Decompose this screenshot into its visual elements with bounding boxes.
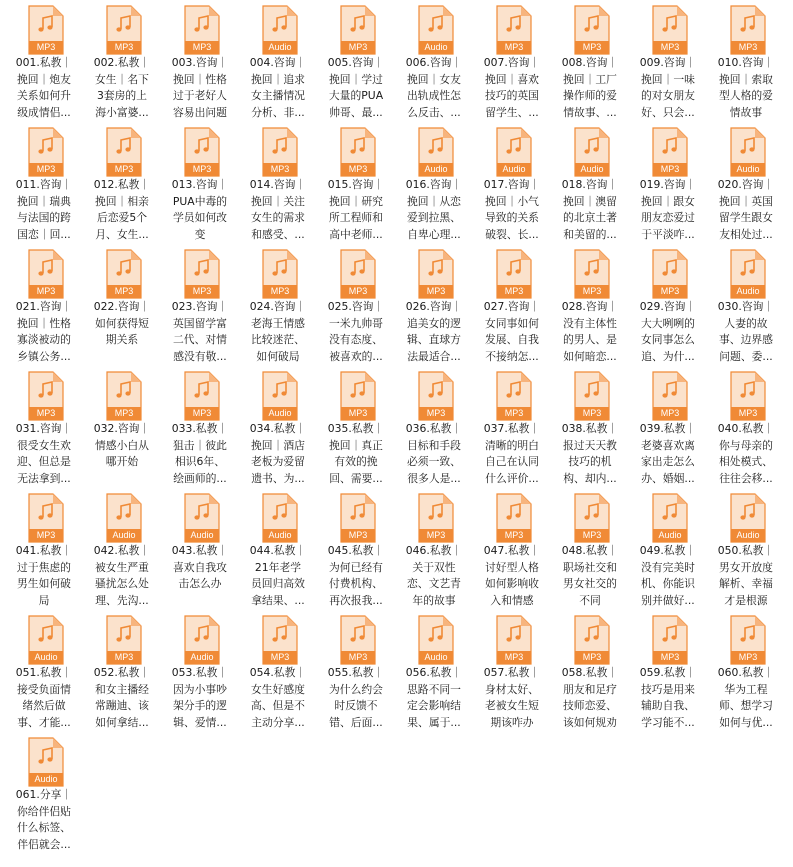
file-type-badge: Audio: [34, 652, 58, 662]
mp3-file-icon: [418, 493, 454, 543]
file-type-badge: Audio: [736, 286, 760, 296]
file-type-badge: MP3: [348, 652, 368, 662]
file-type-badge: MP3: [582, 530, 602, 540]
audio-file-icon: [28, 737, 64, 787]
file-type-badge: MP3: [36, 530, 56, 540]
file-name-label: 045.私教｜ 为何已经有 付费机构、 再次报我...: [327, 544, 385, 607]
file-type-badge: Audio: [580, 164, 604, 174]
file-item[interactable]: [708, 244, 782, 362]
file-item[interactable]: [84, 366, 158, 484]
audio-file-icon: [262, 5, 298, 55]
mp3-file-icon: [574, 371, 610, 421]
file-name-label: 031.咨询｜ 很受女生欢 迎、但总是 无法拿到...: [15, 422, 73, 485]
file-type-badge: Audio: [268, 42, 292, 52]
audio-file-icon: [262, 371, 298, 421]
file-type-badge: Audio: [268, 408, 292, 418]
mp3-file-icon: [574, 249, 610, 299]
file-item[interactable]: [162, 488, 236, 606]
file-item[interactable]: [474, 0, 548, 118]
file-type-badge: MP3: [504, 652, 524, 662]
file-name-label: 039.私教｜ 老婆喜欢离 家出走怎么 办、婚姻...: [639, 422, 697, 485]
file-name-label: 050.私教｜ 男女开放度 解析、幸福 才是根源: [717, 544, 775, 607]
file-item[interactable]: [240, 0, 314, 118]
file-item[interactable]: [552, 610, 626, 728]
file-type-badge: MP3: [660, 408, 680, 418]
file-name-label: 033.私教｜ 狙击｜彼此 相识6年、 绘画师的...: [171, 422, 229, 485]
file-item[interactable]: [162, 122, 236, 240]
file-type-badge: Audio: [190, 652, 214, 662]
file-item[interactable]: [318, 488, 392, 606]
file-name-label: 048.私教｜ 职场社交和 男女社交的 不同: [561, 544, 619, 607]
file-type-badge: MP3: [426, 286, 446, 296]
file-type-badge: Audio: [658, 530, 682, 540]
file-item[interactable]: [318, 0, 392, 118]
file-type-badge: MP3: [348, 408, 368, 418]
file-item[interactable]: [162, 0, 236, 118]
mp3-file-icon: [652, 5, 688, 55]
file-name-label: 052.私教｜ 和女主播经 常蹦迪、该 如何拿结...: [93, 666, 151, 729]
file-name-label: 041.私教｜ 过于焦虑的 男生如何破 局: [15, 544, 73, 607]
mp3-file-icon: [106, 615, 142, 665]
file-item[interactable]: [630, 488, 704, 606]
mp3-file-icon: [184, 127, 220, 177]
file-type-badge: MP3: [192, 286, 212, 296]
file-name-label: 043.私教｜ 喜欢自我攻 击怎么办: [171, 544, 229, 590]
file-type-badge: MP3: [738, 652, 758, 662]
file-item[interactable]: [630, 122, 704, 240]
file-name-label: 028.咨询｜ 没有主体性 的男人、是 如何暗恋...: [561, 300, 619, 363]
mp3-file-icon: [652, 371, 688, 421]
audio-file-icon: [418, 5, 454, 55]
audio-file-icon: [652, 493, 688, 543]
mp3-file-icon: [418, 371, 454, 421]
file-item[interactable]: [708, 610, 782, 728]
file-name-label: 029.咨询｜ 大大咧咧的 女同事怎么 追、为什...: [639, 300, 697, 363]
file-name-label: 059.私教｜ 技巧是用来 辅助自我、 学习能不...: [639, 666, 697, 729]
mp3-file-icon: [262, 127, 298, 177]
audio-file-icon: [184, 615, 220, 665]
file-item[interactable]: [6, 0, 80, 118]
file-type-badge: Audio: [736, 530, 760, 540]
file-type-badge: MP3: [192, 164, 212, 174]
audio-file-icon: [574, 127, 610, 177]
file-name-label: 013.咨询｜ PUA中毒的 学员如何改 变: [171, 178, 229, 241]
file-name-label: 044.私教｜ 21年老学 员回归高效 拿结果、...: [249, 544, 307, 607]
file-name-label: 016.咨询｜ 挽回｜从恋 爱到拉黑、 自卑心理...: [405, 178, 463, 241]
file-item[interactable]: [396, 488, 470, 606]
mp3-file-icon: [184, 5, 220, 55]
file-type-badge: MP3: [504, 408, 524, 418]
file-item[interactable]: [318, 610, 392, 728]
mp3-file-icon: [28, 5, 64, 55]
mp3-file-icon: [184, 249, 220, 299]
mp3-file-icon: [496, 249, 532, 299]
file-name-label: 032.咨询｜ 情感小白从 哪开始: [93, 422, 151, 468]
file-item[interactable]: [396, 366, 470, 484]
file-name-label: 040.私教｜ 你与母亲的 相处模式、 往往会移...: [717, 422, 775, 485]
file-item[interactable]: [552, 0, 626, 118]
file-name-label: 055.私教｜ 为什么约会 时反馈不 错、后面...: [327, 666, 385, 729]
file-name-label: 051.私教｜ 接受负面情 绪然后做 事、才能...: [15, 666, 73, 729]
mp3-file-icon: [106, 5, 142, 55]
file-name-label: 023.咨询｜ 英国留学富 二代、对情 感没有敬...: [171, 300, 229, 363]
file-name-label: 010.咨询｜ 挽回｜索取 型人格的爱 情故事: [717, 56, 775, 119]
mp3-file-icon: [574, 5, 610, 55]
file-item[interactable]: [552, 366, 626, 484]
file-type-badge: MP3: [504, 530, 524, 540]
mp3-file-icon: [340, 493, 376, 543]
file-item[interactable]: [318, 122, 392, 240]
file-item[interactable]: [708, 0, 782, 118]
file-name-label: 020.咨询｜ 挽回｜英国 留学生跟女 友相处过...: [717, 178, 775, 241]
file-item[interactable]: [84, 0, 158, 118]
file-name-label: 004.咨询｜ 挽回｜追求 女主播情况 分析、非...: [249, 56, 307, 119]
file-type-badge: MP3: [582, 42, 602, 52]
file-type-badge: Audio: [736, 164, 760, 174]
file-type-badge: MP3: [426, 530, 446, 540]
mp3-file-icon: [340, 127, 376, 177]
file-name-label: 026.咨询｜ 追美女的逻 辑、直球方 法最适合...: [405, 300, 463, 363]
file-name-label: 037.私教｜ 清晰的明白 自己在认同 什么评价...: [483, 422, 541, 485]
file-type-badge: MP3: [270, 286, 290, 296]
file-item[interactable]: [162, 366, 236, 484]
file-type-badge: MP3: [36, 164, 56, 174]
file-item[interactable]: [474, 610, 548, 728]
file-name-label: 035.私教｜ 挽回｜真正 有效的挽 回、需要...: [327, 422, 385, 485]
file-item[interactable]: [162, 610, 236, 728]
file-name-label: 005.咨询｜ 挽回｜学过 大量的PUA 帅哥、最...: [327, 56, 385, 119]
file-name-label: 027.咨询｜ 女同事如何 发展、自我 不接纳怎...: [483, 300, 541, 363]
file-item[interactable]: [630, 610, 704, 728]
file-type-badge: MP3: [114, 286, 134, 296]
file-item[interactable]: [6, 488, 80, 606]
file-item[interactable]: [396, 122, 470, 240]
mp3-file-icon: [418, 249, 454, 299]
file-type-badge: Audio: [34, 774, 58, 784]
file-item[interactable]: [240, 244, 314, 362]
file-name-label: 024.咨询｜ 老海王情感 比较迷茫、 如何破局: [249, 300, 307, 363]
file-item[interactable]: [552, 244, 626, 362]
audio-file-icon: [496, 127, 532, 177]
file-item[interactable]: [6, 732, 80, 850]
mp3-file-icon: [106, 371, 142, 421]
audio-file-icon: [730, 127, 766, 177]
file-type-badge: MP3: [192, 42, 212, 52]
mp3-file-icon: [106, 249, 142, 299]
file-item[interactable]: [6, 244, 80, 362]
file-item[interactable]: [474, 122, 548, 240]
file-item[interactable]: [552, 488, 626, 606]
file-name-label: 017.咨询｜ 挽回｜小气 导致的关系 破裂、长...: [483, 178, 541, 241]
file-type-badge: MP3: [582, 286, 602, 296]
file-item[interactable]: [630, 0, 704, 118]
file-type-badge: MP3: [36, 408, 56, 418]
file-name-label: 014.咨询｜ 挽回｜关注 女生的需求 和感受、...: [249, 178, 307, 241]
file-item[interactable]: [318, 244, 392, 362]
file-name-label: 054.私教｜ 女生好感度 高、但是不 主动分享...: [249, 666, 307, 729]
file-type-badge: MP3: [114, 42, 134, 52]
audio-file-icon: [28, 615, 64, 665]
file-name-label: 019.咨询｜ 挽回｜跟女 朋友恋爱过 于平淡咋...: [639, 178, 697, 241]
file-type-badge: MP3: [660, 286, 680, 296]
file-type-badge: MP3: [660, 652, 680, 662]
file-type-badge: MP3: [582, 408, 602, 418]
file-name-label: 057.私教｜ 身材太好、 老被女生短 期该咋办: [483, 666, 541, 729]
file-name-label: 006.咨询｜ 挽回｜女友 出轨成性怎 么反击、...: [405, 56, 463, 119]
file-name-label: 058.私教｜ 朋友和足疗 技师恋爱、 该如何规劝: [561, 666, 619, 729]
mp3-file-icon: [496, 371, 532, 421]
file-item[interactable]: [240, 610, 314, 728]
file-type-badge: MP3: [660, 42, 680, 52]
file-type-badge: MP3: [660, 164, 680, 174]
file-item[interactable]: [708, 488, 782, 606]
file-name-label: 012.私教｜ 挽回｜相亲 后恋爱5个 月、女生...: [93, 178, 151, 241]
file-type-badge: MP3: [114, 408, 134, 418]
mp3-file-icon: [652, 615, 688, 665]
mp3-file-icon: [106, 127, 142, 177]
mp3-file-icon: [730, 5, 766, 55]
mp3-file-icon: [496, 615, 532, 665]
file-type-badge: MP3: [504, 42, 524, 52]
file-type-badge: MP3: [738, 408, 758, 418]
file-item[interactable]: [630, 366, 704, 484]
audio-file-icon: [262, 493, 298, 543]
file-name-label: 007.咨询｜ 挽回｜喜欢 技巧的英国 留学生、...: [483, 56, 541, 119]
file-type-badge: MP3: [426, 408, 446, 418]
audio-file-icon: [106, 493, 142, 543]
file-name-label: 046.私教｜ 关于双性 恋、文艺青 年的故事: [405, 544, 463, 607]
file-item[interactable]: [84, 122, 158, 240]
file-name-label: 030.咨询｜ 人妻的故 事、边界感 问题、委...: [717, 300, 775, 363]
file-item[interactable]: [240, 122, 314, 240]
file-type-badge: Audio: [190, 530, 214, 540]
file-name-label: 047.私教｜ 讨好型人格 如何影响收 入和情感: [483, 544, 541, 607]
file-name-label: 025.咨询｜ 一米九帅哥 没有态度、 被喜欢的...: [327, 300, 385, 363]
audio-file-icon: [418, 127, 454, 177]
mp3-file-icon: [340, 615, 376, 665]
file-type-badge: MP3: [348, 530, 368, 540]
file-type-badge: MP3: [348, 42, 368, 52]
file-item[interactable]: [6, 122, 80, 240]
file-type-badge: MP3: [738, 42, 758, 52]
file-name-label: 053.私教｜ 因为小事吵 架分手的逻 辑、爱情...: [171, 666, 229, 729]
file-item[interactable]: [708, 122, 782, 240]
file-type-badge: Audio: [424, 164, 448, 174]
file-type-badge: Audio: [502, 164, 526, 174]
file-item[interactable]: [84, 610, 158, 728]
file-name-label: 018.咨询｜ 挽回｜澳留 的北京土著 和美留的...: [561, 178, 619, 241]
file-item[interactable]: [474, 244, 548, 362]
mp3-file-icon: [262, 615, 298, 665]
file-name-label: 022.咨询｜ 如何获得短 期关系: [93, 300, 151, 346]
mp3-file-icon: [496, 5, 532, 55]
mp3-file-icon: [28, 127, 64, 177]
mp3-file-icon: [574, 493, 610, 543]
mp3-file-icon: [28, 371, 64, 421]
mp3-file-icon: [184, 371, 220, 421]
audio-file-icon: [730, 249, 766, 299]
file-type-badge: MP3: [270, 652, 290, 662]
file-item[interactable]: [162, 244, 236, 362]
file-name-label: 009.咨询｜ 挽回｜一味 的对女朋友 好、只会...: [639, 56, 697, 119]
file-item[interactable]: [84, 488, 158, 606]
file-type-badge: Audio: [424, 652, 448, 662]
file-type-badge: MP3: [582, 652, 602, 662]
file-name-label: 008.咨询｜ 挽回｜工厂 操作师的爱 情故事、...: [561, 56, 619, 119]
file-item[interactable]: [318, 366, 392, 484]
file-item[interactable]: [396, 0, 470, 118]
file-item[interactable]: [84, 244, 158, 362]
file-item[interactable]: [6, 610, 80, 728]
file-name-label: 049.私教｜ 没有完美时 机、你能识 别并做好...: [639, 544, 697, 607]
mp3-file-icon: [28, 493, 64, 543]
file-name-label: 060.私教｜ 华为工程 师、想学习 如何与优...: [717, 666, 775, 729]
file-type-badge: MP3: [192, 408, 212, 418]
file-type-badge: Audio: [424, 42, 448, 52]
file-item[interactable]: [240, 366, 314, 484]
file-type-badge: Audio: [112, 530, 136, 540]
file-type-badge: MP3: [270, 164, 290, 174]
audio-file-icon: [418, 615, 454, 665]
file-name-label: 011.咨询｜ 挽回｜瑞典 与法国的跨 国恋｜回...: [15, 178, 73, 241]
mp3-file-icon: [574, 615, 610, 665]
file-name-label: 042.私教｜ 被女生严重 骚扰怎么处 理、先沟...: [93, 544, 151, 607]
file-type-badge: MP3: [36, 286, 56, 296]
file-item[interactable]: [474, 366, 548, 484]
file-item[interactable]: [630, 244, 704, 362]
file-item[interactable]: [552, 122, 626, 240]
file-type-badge: MP3: [504, 286, 524, 296]
file-name-label: 003.咨询｜ 挽回｜性格 过于老好人 容易出问题: [171, 56, 229, 119]
file-item[interactable]: [396, 244, 470, 362]
file-type-badge: MP3: [114, 164, 134, 174]
file-item[interactable]: [240, 488, 314, 606]
mp3-file-icon: [652, 127, 688, 177]
mp3-file-icon: [496, 493, 532, 543]
file-type-badge: MP3: [348, 164, 368, 174]
audio-file-icon: [184, 493, 220, 543]
file-name-label: 015.咨询｜ 挽回｜研究 所工程师和 高中老师...: [327, 178, 385, 241]
file-name-label: 001.私教｜ 挽回｜炮友 关系如何升 级成情侣...: [15, 56, 73, 119]
file-type-badge: MP3: [36, 42, 56, 52]
mp3-file-icon: [730, 371, 766, 421]
mp3-file-icon: [28, 249, 64, 299]
file-name-label: 038.私教｜ 报过天天教 技巧的机 构、却内...: [561, 422, 619, 485]
file-name-label: 021.咨询｜ 挽回｜性格 寡淡被动的 乡镇公务...: [15, 300, 73, 363]
file-name-label: 034.私教｜ 挽回｜酒店 老板为爱留 遗书、为...: [249, 422, 307, 485]
mp3-file-icon: [340, 5, 376, 55]
mp3-file-icon: [340, 371, 376, 421]
mp3-file-icon: [340, 249, 376, 299]
file-name-label: 061.分享｜ 你给伴侣贴 什么标签、 伴侣就会...: [15, 788, 73, 851]
file-name-label: 056.私教｜ 思路不同一 定会影响结 果、属于...: [405, 666, 463, 729]
mp3-file-icon: [652, 249, 688, 299]
mp3-file-icon: [730, 615, 766, 665]
audio-file-icon: [730, 493, 766, 543]
file-item[interactable]: [708, 366, 782, 484]
mp3-file-icon: [262, 249, 298, 299]
file-type-badge: MP3: [348, 286, 368, 296]
file-name-label: 002.私教｜ 女生｜名下 3套房的上 海小富婆...: [93, 56, 151, 119]
file-type-badge: MP3: [114, 652, 134, 662]
file-item[interactable]: [396, 610, 470, 728]
file-type-badge: Audio: [268, 530, 292, 540]
file-item[interactable]: [474, 488, 548, 606]
file-name-label: 036.私教｜ 目标和手段 必须一致、 很多人是...: [405, 422, 463, 485]
file-item[interactable]: [6, 366, 80, 484]
